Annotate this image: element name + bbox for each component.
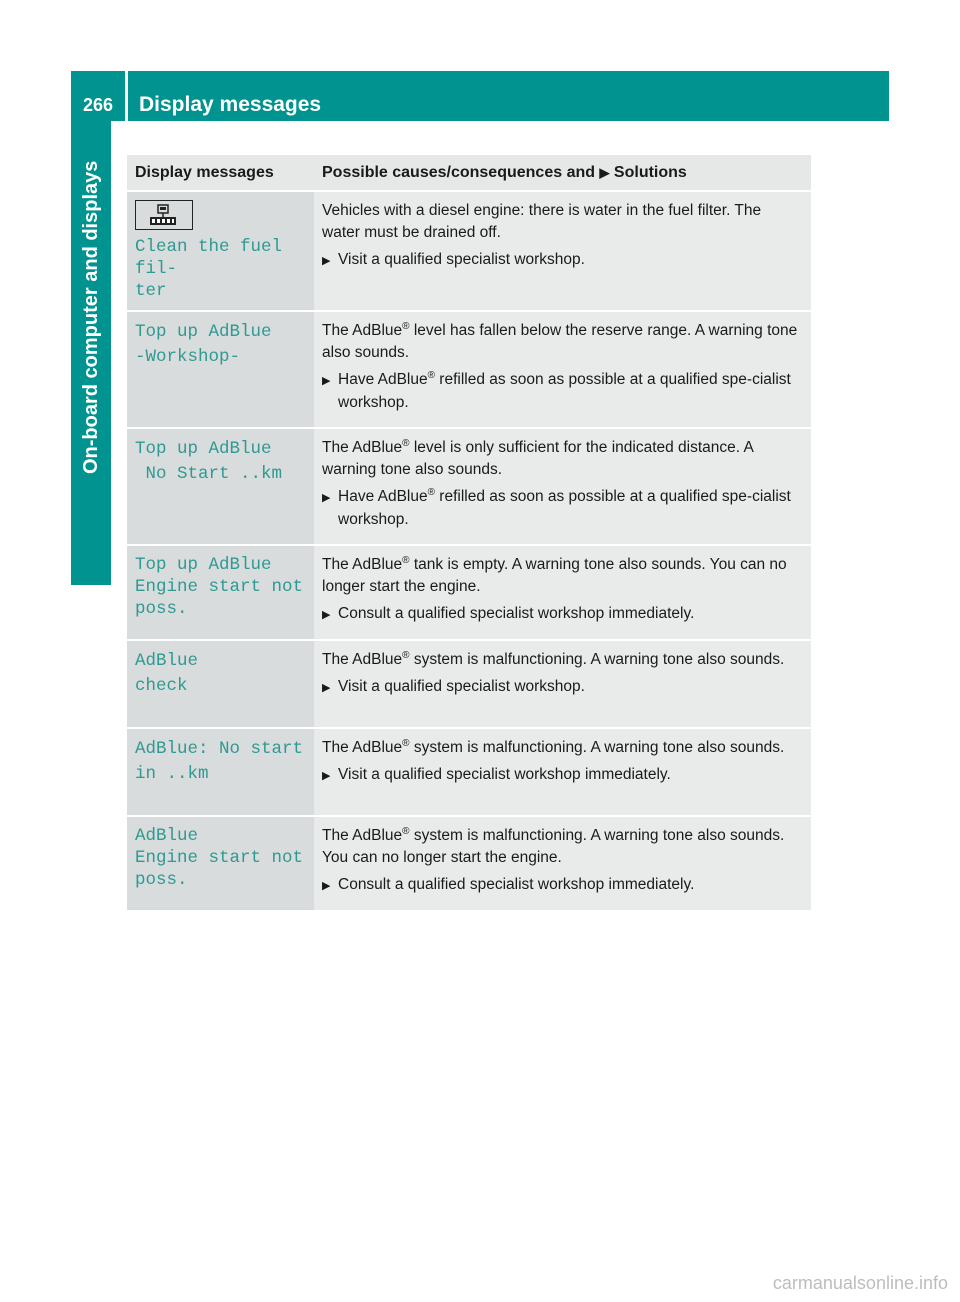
message-cell (127, 728, 314, 816)
display-message: AdBlue check (135, 651, 199, 696)
cause-text: The AdBlue® level has fallen below the reserve range. A warning tone also sounds. (322, 320, 798, 361)
table-row (127, 728, 811, 816)
message-cell (127, 545, 314, 640)
col-header-solutions (314, 155, 811, 191)
cause-text: The AdBlue® system is malfunctioning. A warning tone also sounds. (322, 649, 785, 668)
message-cell (127, 191, 314, 311)
table-header-row (127, 155, 811, 191)
display-message: Top up AdBlue Engine start not poss. (135, 555, 304, 619)
solution-cell (314, 191, 811, 311)
display-message: Clean the fuel fil- ter (135, 237, 293, 301)
col-header-display-messages: Display messages (127, 155, 314, 191)
table-row (127, 311, 811, 428)
table-row (127, 545, 811, 640)
step-arrow-icon: ▶ (322, 609, 331, 621)
chapter-tab (71, 121, 111, 585)
page-header (71, 71, 889, 121)
table-row (127, 640, 811, 728)
solution-step: ▶ Visit a qualified specialist workshop immediately. (322, 764, 803, 787)
solution-step: ▶ Have AdBlue® refilled as soon as possible at a qualified spe-cialist workshop. (322, 369, 791, 411)
display-message: Top up AdBlue -Workshop- (135, 322, 272, 367)
step-arrow-icon: ▶ (322, 682, 331, 694)
cause-text: The AdBlue® system is malfunctioning. A warning tone also sounds. (322, 737, 785, 756)
table-row (127, 816, 811, 911)
table-row (127, 191, 811, 311)
solution-cell (314, 640, 811, 728)
play-arrow-icon: ▶ (599, 164, 610, 180)
solution-cell (314, 816, 811, 911)
display-message: AdBlue: No start in ..km (135, 739, 304, 784)
display-message: AdBlue Engine start not poss. (135, 826, 304, 890)
header-divider (125, 71, 128, 121)
watermark: carmanualsonline.info (772, 1273, 948, 1293)
solution-step: ▶ Visit a qualified specialist workshop. (322, 249, 803, 272)
fuel-filter-water-icon (135, 200, 193, 230)
step-arrow-icon: ▶ (322, 375, 331, 387)
solution-cell (314, 728, 811, 816)
step-arrow-icon: ▶ (322, 255, 331, 267)
chapter-label: On-board computer and displays (80, 160, 102, 474)
page-number: 266 (82, 95, 114, 115)
step-arrow-icon: ▶ (322, 492, 331, 504)
solution-step: ▶ Consult a qualified specialist workshop immediately. (322, 874, 803, 897)
step-arrow-icon: ▶ (322, 880, 331, 892)
cause-text: The AdBlue® tank is empty. A warning tone also sounds. You can no longer start the engine. (322, 554, 787, 595)
solution-step: ▶ Consult a qualified specialist workshop immediately. (322, 603, 803, 626)
message-cell (127, 640, 314, 728)
table-row (127, 428, 811, 545)
cause-text: The AdBlue® level is only sufficient for the indicated distance. A warning tone also sounds. (322, 437, 754, 478)
message-cell (127, 428, 314, 545)
col-header-solutions-label: Solutions (613, 163, 687, 181)
solution-cell (314, 545, 811, 640)
message-cell (127, 311, 314, 428)
col-header-causes: Possible causes/consequences and (322, 163, 596, 181)
page-title: Display messages (139, 93, 322, 116)
solution-cell (314, 311, 811, 428)
solution-step: ▶ Visit a qualified specialist workshop. (322, 676, 803, 699)
solution-step: ▶ Have AdBlue® refilled as soon as possible at a qualified spe-cialist workshop. (322, 486, 791, 528)
step-arrow-icon: ▶ (322, 770, 331, 782)
display-messages-table (127, 155, 811, 912)
cause-text: The AdBlue® system is malfunctioning. A warning tone also sounds. You can no longer start the engine. (322, 825, 785, 866)
cause-text: Vehicles with a diesel engine: there is water in the fuel filter. The water must be drained off. (322, 202, 762, 241)
display-message: Top up AdBlue No Start ..km (135, 439, 283, 484)
message-cell (127, 816, 314, 911)
solution-cell (314, 428, 811, 545)
